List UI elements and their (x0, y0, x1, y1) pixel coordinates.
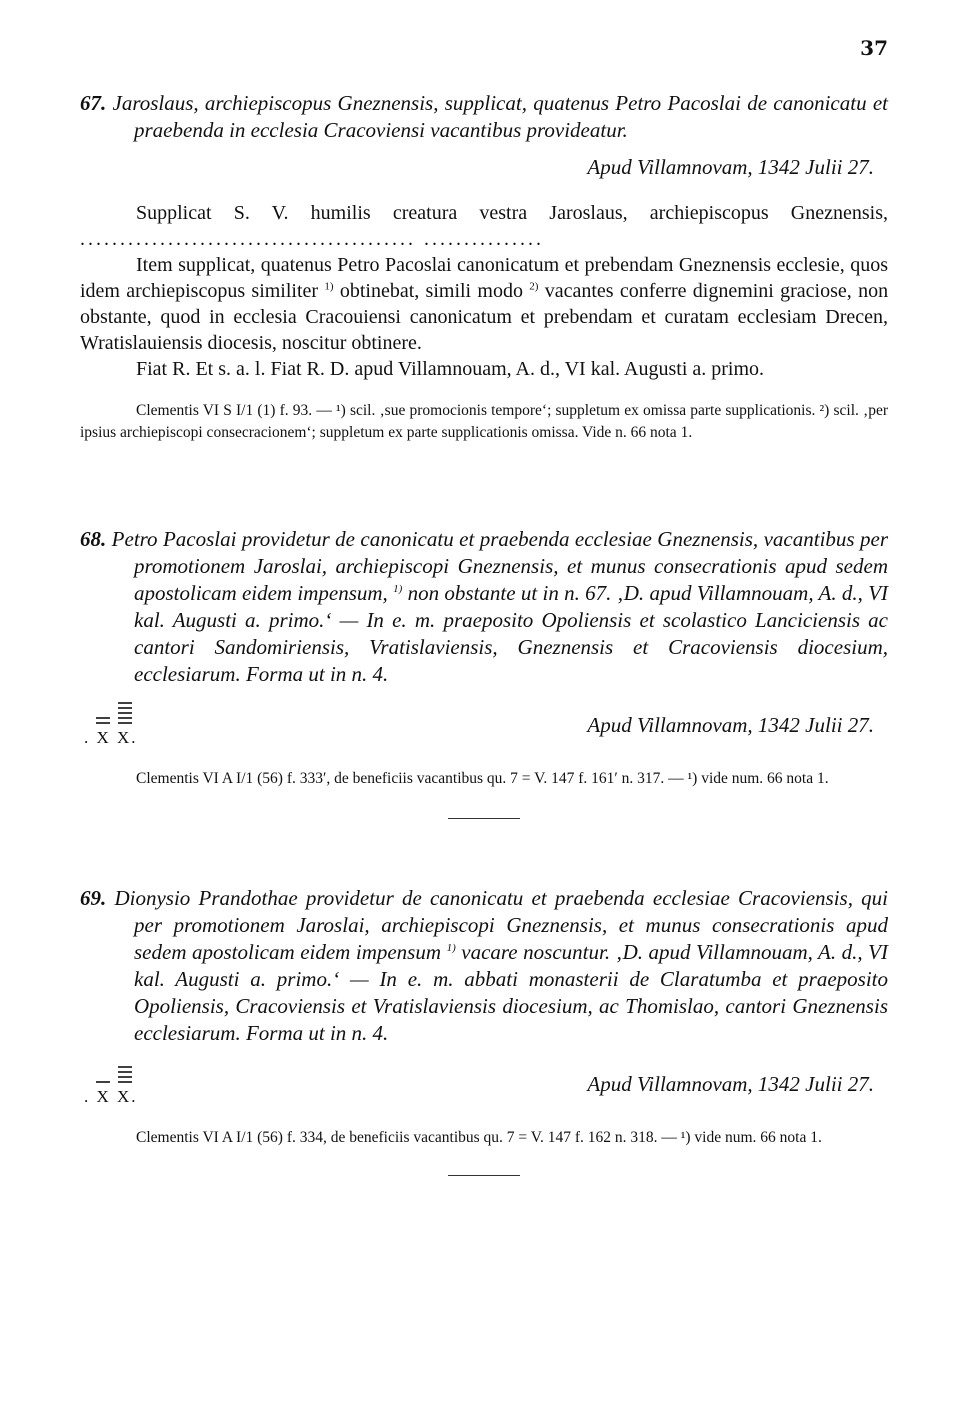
date-line-69: Apud Villamnovam, 1342 Julii 27. (587, 1072, 874, 1096)
body-text: obtinebat, simili modo (339, 280, 523, 302)
entry-number: 68. (80, 527, 107, 551)
entry-number: 67. (80, 91, 107, 115)
ellipsis-dots: .......................................... ............... (80, 228, 544, 250)
date-line-67: Apud Villamnovam, 1342 Julii 27. (587, 155, 874, 179)
footnote-69: Clementis VI A I/1 (56) f. 334, de beneficiis vacantibus qu. 7 = V. 147 f. 162 n. 318. — ¹) vide num. 66 nota 1. (136, 1129, 822, 1146)
regest-68 (80, 526, 888, 688)
separator-line (448, 1175, 520, 1176)
tax-notation: . X X. (84, 728, 138, 747)
page-number: 37 (860, 36, 888, 60)
regest-69 (80, 885, 888, 1047)
body-paragraph (80, 252, 888, 356)
body-paragraph: Fiat R. Et s. a. l. Fiat R. D. apud Villamnouam, A. d., VI kal. Augusti a. primo. (136, 358, 765, 380)
body-text: Item supplicat, quatenus Petro Pacoslai canonicatum et prebendam Gneznensis ecclesie, quos idem archiepiscopus similiter (80, 254, 888, 302)
document-page (80, 30, 888, 1176)
footnote-mark: 1) (324, 280, 334, 293)
entry-69 (80, 885, 888, 1176)
body-text: vacantes conferre dignemini graciose, non obstante, quod in ecclesia Cracouiensi canonicatum et prebendam et curatam ecclesiam Drecen, Wratislauiensis diocesis, noscitur obtinere. (80, 280, 889, 354)
body-text: Supplicat S. V. humilis creatura vestra Jaroslaus, archiepiscopus Gneznensis, (136, 202, 888, 224)
entry-number: 69. (80, 886, 107, 910)
footnote-mark: 1) (393, 583, 403, 595)
regest-text: Dionysio Prandothae providetur de canonicatu et praebenda ecclesiae Cracoviensis, qui per promotionem Jaroslai, archiepiscopi Gneznensis, et munus consecrationis apud sedem apostolicam eidem impensum (114, 886, 888, 964)
regest-text: Jaroslaus, archiepiscopus Gneznensis, supplicat, quatenus Petro Pacoslai de canonicatu et praebenda in ecclesia Cracoviensi vacantibus provideatur. (112, 91, 888, 142)
tax-notation: . X X. (84, 1087, 138, 1106)
footnote-mark: 2) (529, 280, 539, 293)
footnote-68: Clementis VI A I/1 (56) f. 333′, de beneficiis vacantibus qu. 7 = V. 147 f. 161′ n. 317. — ¹) vide num. 66 nota 1. (136, 770, 829, 787)
regest-text: vacare noscuntur. ‚D. apud Villamnouam, A. d., VI kal. Augusti a. primo.‘ — In e. m. abbati monasterii de Claratumba et praeposito Opoliensis, Cracoviensis et Vratislaviensis diocesium, ac Thomislao, cantori Gneznensis ecclesiarum. Forma ut in n. 4. (134, 940, 889, 1045)
tax-row-69 (80, 1061, 888, 1107)
tax-row-68 (80, 702, 888, 748)
separator-line (448, 818, 520, 819)
regest-67 (80, 90, 888, 144)
entry-68 (80, 526, 888, 819)
body-paragraph (80, 200, 888, 252)
regest-text: non obstante ut in n. 67. ‚D. apud Villamnouam, A. d., VI kal. Augusti a. primo.‘ — In e. m. praeposito Opoliensis et scolastico Lanciciensis ac cantori Sandomiriensis, Vratislaviensis, Gneznensis et Cracoviensis diocesium, ecclesiarum. Forma ut in n. 4. (134, 581, 889, 686)
tax-marks-icon (94, 698, 134, 728)
footnote-mark: 1) (446, 942, 456, 954)
tax-marks-icon (94, 1057, 134, 1087)
regest-text: Petro Pacoslai providetur de canonicatu et praebenda ecclesiae Gneznensis, vacantibus per promotionem Jaroslai, archiepiscopi Gneznensis, et munus consecrationis apud sedem apostolicam eidem impensum, (111, 527, 888, 605)
footnote-67: Clementis VI S I/1 (1) f. 93. — ¹) scil. ‚sue promocionis tempore‘; suppletum ex omissa parte supplicationis. ²) scil. ‚per ipsius archiepiscopi consecracionem‘; suppletum ex parte supplicationis omissa. Vide n. 66 nota 1. (80, 402, 888, 441)
entry-67 (80, 90, 888, 444)
date-line-68: Apud Villamnovam, 1342 Julii 27. (587, 713, 874, 737)
